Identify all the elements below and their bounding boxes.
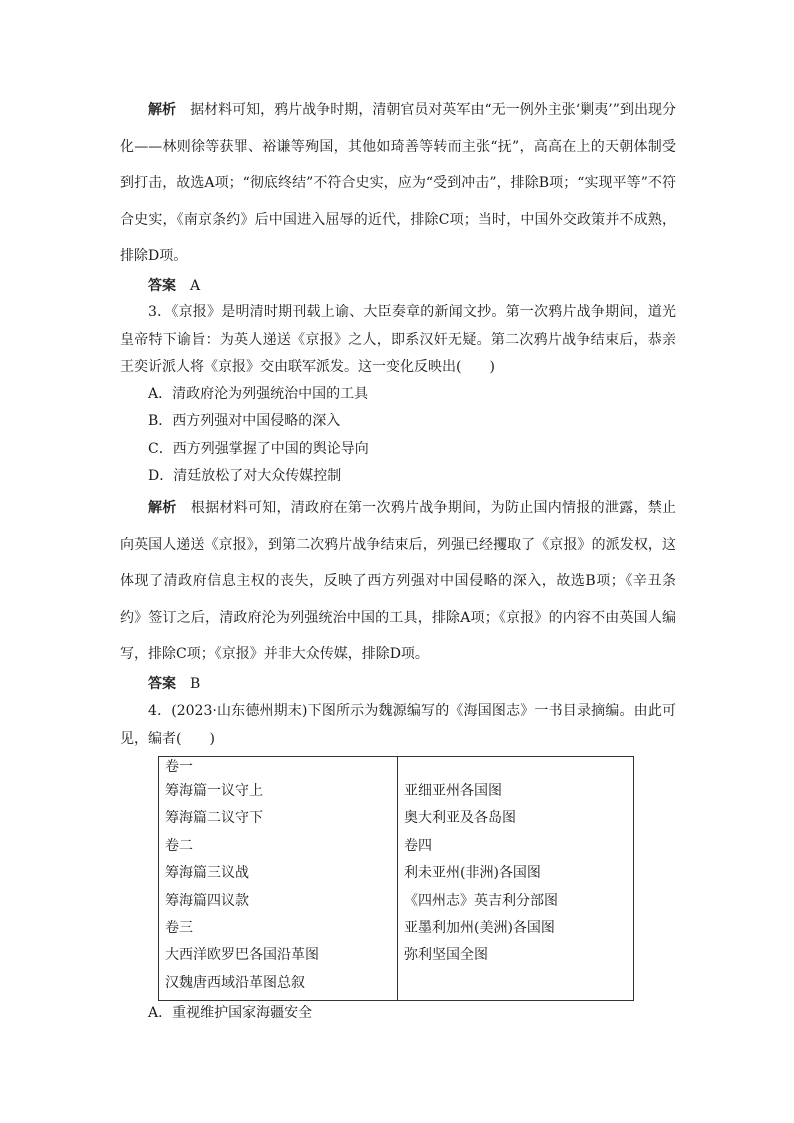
toc-right-column [398,757,634,1001]
toc-entry: 利未亚州(非洲)各国图 [404,865,541,882]
question-3-option-c: C．西方列强掌握了中国的舆论导向 [148,441,369,457]
toc-entry: 亚细亚州各国图 [404,783,502,799]
toc-entry: 弥利坚国全图 [404,947,488,964]
toc-entry: 筹海篇一议守上 [165,783,263,799]
toc-entry: 卷四 [404,837,432,854]
question-4-option-a: A．重视维护国家海疆安全 [148,1005,313,1021]
explanation-q3 [120,490,676,673]
toc-entry: 筹海篇三议战 [165,865,249,882]
answer-label: 答案 [148,278,176,294]
toc-entry: 亚墨利加州(美洲)各国图 [404,919,555,936]
question-source: (2023·山东德州期末) [171,703,308,719]
explanation-text: 根据材料可知，清政府在第一次鸦片战争期间，为防止国内情报的泄露，禁止向英国人递送《京报》，到第二次鸦片战争结束后，列强已经攫取了《京报》的派发权，这体现了清政府信息主权的丧失，反映了西方列强对中国侵略的深入，故选B项；《辛丑条约》签订之后，清政府沦为列强统治中国的工具，排除A项；《京报》的内容不由英国人编写，排除C项；《京报》并非大众传媒，排除D项。 [120,500,677,662]
answer-value: B [190,676,201,692]
question-3-option-b: B．西方列强对中国侵略的深入 [148,413,341,429]
toc-entry [404,757,633,781]
explanation-label: 解析 [148,102,177,118]
question-3-option-d: D．清廷放松了对大众传媒控制 [148,468,342,484]
answer-label: 答案 [148,676,176,692]
table-of-contents [158,756,634,1001]
toc-left-column [159,757,398,1001]
toc-entry: 汉魏唐西域沿革图总叙 [165,974,305,991]
toc-entry: 大西洋欧罗巴各国沿革图 [165,947,319,964]
toc-entry: 筹海篇二议守下 [165,810,263,827]
question-text: 下图所示为魏源编写的《海国图志》一书目录摘编。由此可见，编者( ) [120,703,676,747]
toc-entry: 卷二 [165,837,193,854]
question-number: 4． [148,703,172,719]
explanation-q2 [120,92,676,275]
toc-entry: 卷一 [165,759,193,775]
answer-q3 [148,674,200,694]
toc-entry: 《四州志》英吉利分部图 [404,892,558,909]
question-3-option-a: A．清政府沦为列强统治中国的工具 [148,386,369,402]
toc-entry: 筹海篇四议款 [165,892,249,909]
answer-q2 [148,276,200,296]
explanation-text: 据材料可知，鸦片战争时期，清朝官员对英军由“无一例外主张‘剿夷’”到出现分化——林则徐等获罪、裕谦等殉国，其他如琦善等转而主张“抚”，高高在上的天朝体制受到打击，故选A项；“彻底终结”不符合史实，应为“受到冲击”，排除B项；“实现平等”不符合史实，《南京条约》后中国进入屈辱的近代，排除C项；当时，中国外交政策并不成熟，排除D项。 [120,102,676,264]
explanation-label: 解析 [148,500,177,516]
question-3-stem: 3．《京报》是明清时期刊载上谕、大臣奏章的新闻文抄。第一次鸦片战争期间，道光皇帝特下谕旨：为英人递送《京报》之人，即系汉奸无疑。第二次鸦片战争结束后，恭亲王奕䜣派人将《京报》交由联军派发。这一变化反映出( ) [120,304,676,375]
toc-entry: 卷三 [165,919,193,936]
answer-value: A [190,278,201,294]
question-4-stem [120,698,676,753]
toc-entry: 奥大利亚及各岛图 [404,810,516,827]
toc-entry [404,973,633,1000]
